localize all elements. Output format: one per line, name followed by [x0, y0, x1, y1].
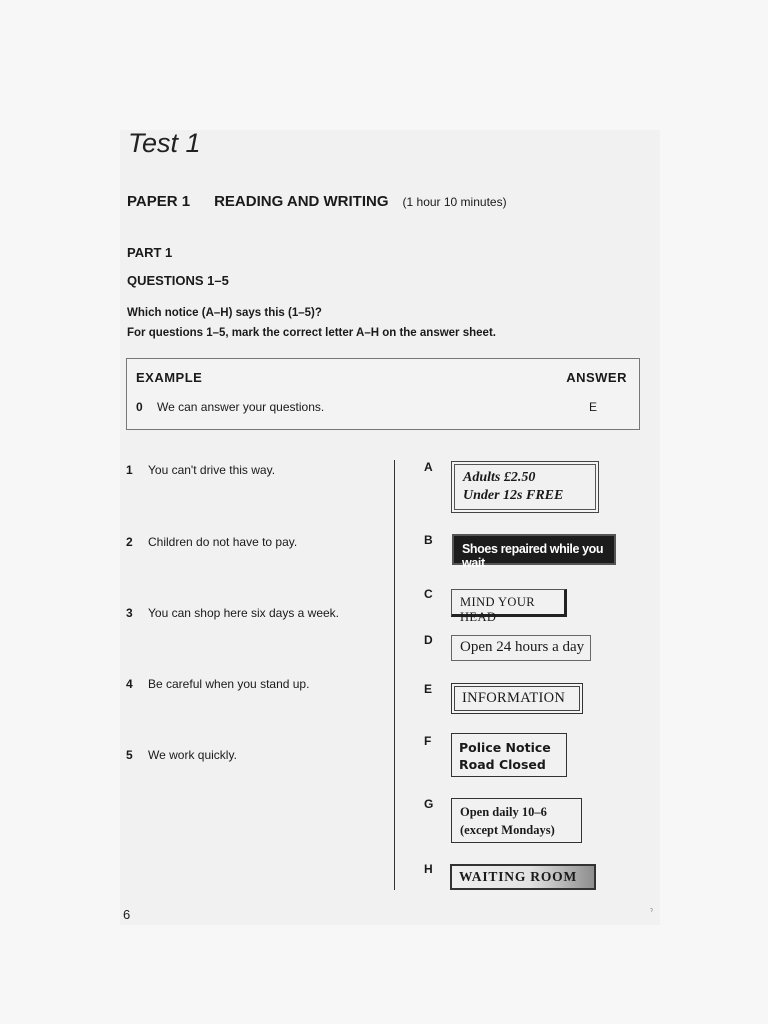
- paper-number: PAPER 1: [127, 193, 191, 210]
- notice-line: (except Mondays): [460, 823, 555, 837]
- notice-letter: E: [424, 682, 433, 696]
- notice-line: Adults £2.50: [463, 470, 536, 485]
- corner-mark: ˀ: [650, 907, 653, 916]
- notice-line: Shoes repaired while you wait: [462, 542, 604, 570]
- instruction-line: Which notice (A–H) says this (1–5)?: [127, 307, 322, 319]
- notice-letter: H: [424, 862, 433, 876]
- example-answer: E: [588, 400, 597, 414]
- question-text: You can shop here six days a week.: [148, 606, 340, 620]
- paper-heading: [127, 193, 507, 210]
- questions-heading: QUESTIONS 1–5: [127, 273, 229, 288]
- question-item: [126, 535, 297, 549]
- notice-line: Road Closed: [459, 757, 546, 772]
- notice-line: Police Notice: [459, 740, 551, 755]
- paper-name: READING AND WRITING: [214, 193, 389, 210]
- notice-line: INFORMATION: [462, 690, 566, 706]
- notice-line: Open 24 hours a day: [460, 639, 585, 655]
- notice-h: [450, 864, 596, 890]
- question-number: 5: [126, 748, 133, 762]
- notice-letter: G: [424, 797, 434, 811]
- paper-duration: (1 hour 10 minutes): [402, 195, 507, 209]
- question-number: 1: [126, 463, 133, 477]
- question-item: [126, 677, 309, 691]
- column-divider: [394, 460, 395, 890]
- example-text: We can answer your questions.: [157, 400, 325, 414]
- instruction-line: For questions 1–5, mark the correct letter A–H on the answer sheet.: [127, 327, 496, 339]
- notice-letter: D: [424, 633, 433, 647]
- notice-g: [451, 798, 582, 843]
- question-text: Children do not have to pay.: [148, 535, 298, 549]
- question-item: [126, 606, 339, 620]
- notice-letter: B: [424, 533, 433, 547]
- question-text: You can't drive this way.: [148, 463, 276, 477]
- example-number: 0: [136, 400, 143, 414]
- notice-c: [451, 589, 567, 624]
- example-box: [126, 358, 640, 430]
- notice-f: [451, 733, 567, 777]
- notice-line: Open daily 10–6: [460, 805, 547, 819]
- notice-d: [451, 635, 591, 661]
- notice-a: [451, 461, 599, 513]
- notice-line: Under 12s FREE: [463, 488, 564, 503]
- question-text: We work quickly.: [148, 748, 237, 762]
- question-item: [126, 463, 275, 477]
- notice-b: [452, 534, 616, 570]
- notice-e: [451, 683, 583, 714]
- notice-letter: F: [424, 734, 432, 748]
- example-label: EXAMPLE: [136, 370, 203, 385]
- notice-letter: A: [424, 460, 433, 474]
- question-item: [126, 748, 237, 762]
- page-number: 6: [123, 907, 131, 922]
- test-title: Test 1: [128, 128, 201, 158]
- part-heading: PART 1: [127, 245, 173, 260]
- answer-label: ANSWER: [566, 370, 627, 385]
- notice-line: MIND YOUR HEAD: [460, 595, 536, 624]
- notice-line: WAITING ROOM: [459, 869, 577, 884]
- instructions: [127, 303, 496, 343]
- question-number: 3: [126, 606, 133, 620]
- notice-letter: C: [424, 587, 433, 601]
- question-number: 2: [126, 535, 133, 549]
- question-number: 4: [126, 677, 133, 691]
- question-text: Be careful when you stand up.: [148, 677, 310, 691]
